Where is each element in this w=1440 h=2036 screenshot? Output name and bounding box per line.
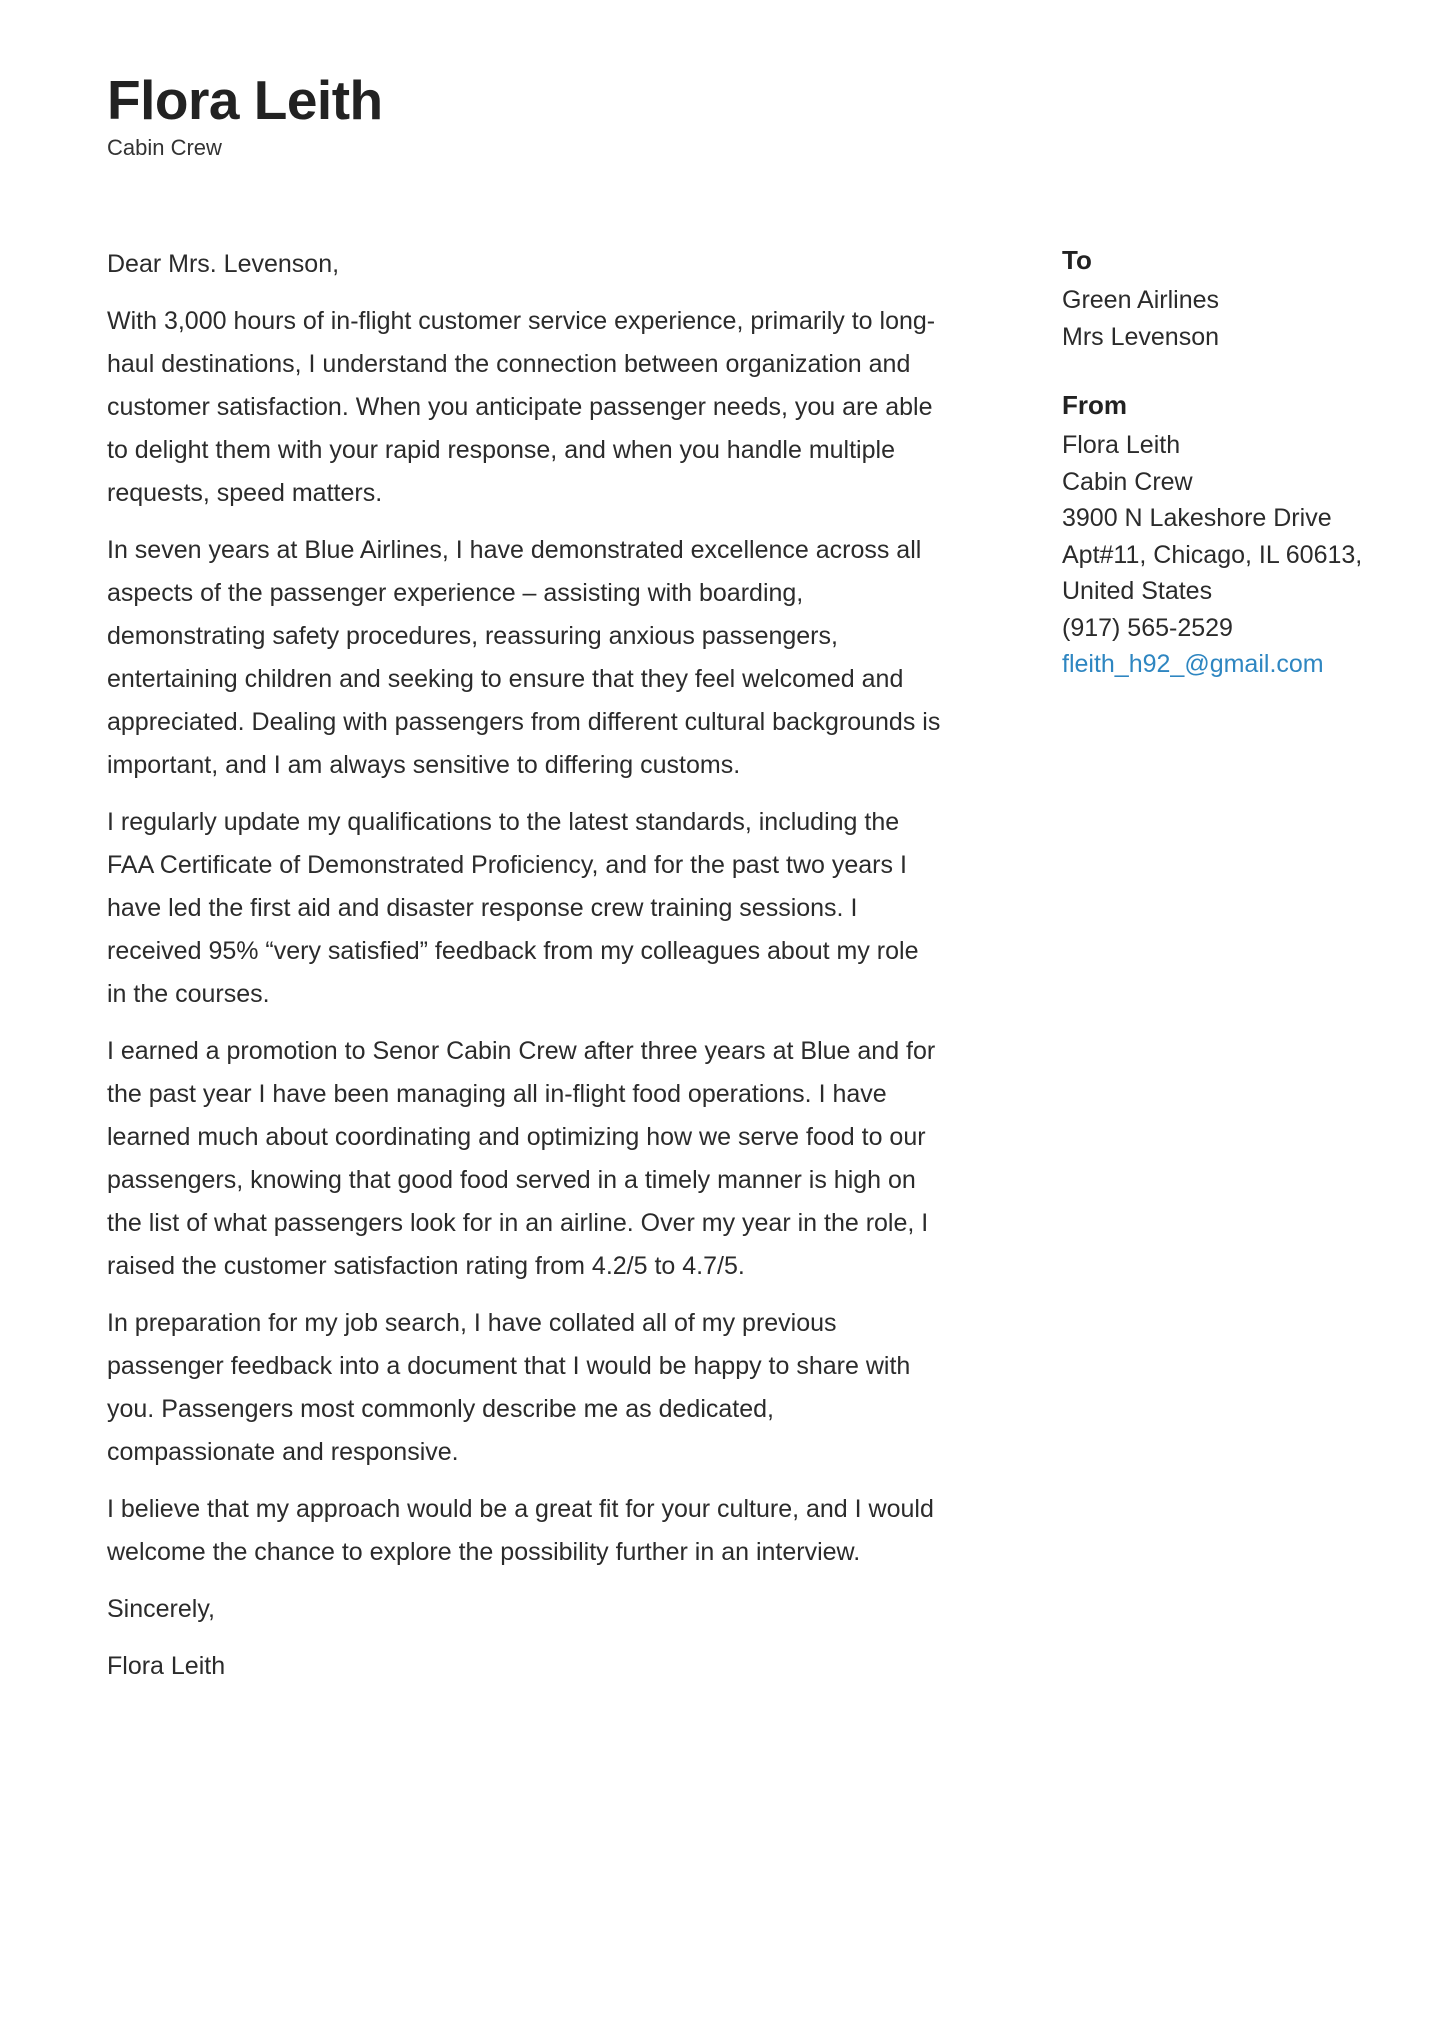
paragraph: I earned a promotion to Senor Cabin Crew after three years at Blue and for the past year I have been managing all in-flight food operations. I have learned much about coordinating and optimizing how we serve food to our passengers, knowing that good food served in a timely manner is high on the list of what passengers look for in an airline. Over my year in the role, I raised the customer satisfaction rating from 4.2/5 to 4.7/5. — [107, 1037, 936, 1280]
recipient-name: Mrs Levenson — [1062, 322, 1220, 351]
letter-header — [107, 70, 383, 162]
salutation: Dear Mrs. Levenson, — [107, 250, 340, 278]
sender-country: United States — [1062, 577, 1213, 605]
sender-email-link[interactable]: fleith_h92_@gmail.com — [1062, 650, 1324, 678]
sender-address-line1: 3900 N Lakeshore Drive — [1062, 504, 1332, 532]
contact-sidebar — [1062, 240, 1362, 713]
sender-block — [1062, 385, 1362, 683]
to-heading: To — [1062, 245, 1092, 275]
letter-body — [107, 243, 942, 1702]
paragraph: In seven years at Blue Airlines, I have demonstrated excellence across all aspects of the passenger experience – assisting with boarding, demonstrating safety procedures, reassuring anxious passengers, entertaining children and seeking to ensure that they feel welcomed and appreciated. Dealing with passengers from different cultural backgrounds is important, and I am always sensitive to differing customs. — [107, 536, 941, 779]
paragraph: I regularly update my qualifications to the latest standards, including the FAA Certificate of Demonstrated Proficiency, and for the past two years I have led the first aid and disaster response crew training sessions. I received 95% “very satisfied” feedback from my colleagues about my role in the courses. — [107, 808, 919, 1008]
closing: Sincerely, — [107, 1595, 215, 1623]
signature: Flora Leith — [107, 1652, 226, 1680]
recipient-block — [1062, 240, 1362, 355]
from-heading: From — [1062, 390, 1127, 420]
sender-title: Cabin Crew — [1062, 467, 1193, 496]
sender-name: Flora Leith — [1062, 431, 1181, 459]
paragraph: I believe that my approach would be a great fit for your culture, and I would welcome the chance to explore the possibility further in an interview. — [107, 1495, 934, 1566]
applicant-name: Flora Leith — [107, 69, 383, 131]
applicant-job-title: Cabin Crew — [107, 134, 222, 160]
sender-phone: (917) 565-2529 — [1062, 613, 1233, 642]
paragraph: In preparation for my job search, I have collated all of my previous passenger feedback into a document that I would be happy to share with you. Passengers most commonly describe me as dedicated, compassionate and responsive. — [107, 1309, 911, 1466]
paragraph: With 3,000 hours of in-flight customer service experience, primarily to long-haul destinations, I understand the connection between organization and customer satisfaction. When you anticipate passenger needs, you are able to delight them with your rapid response, and when you handle multiple requests, speed matters. — [107, 307, 936, 507]
recipient-company: Green Airlines — [1062, 286, 1220, 314]
sender-address-line2: Apt#11, Chicago, IL 60613, — [1062, 540, 1363, 569]
